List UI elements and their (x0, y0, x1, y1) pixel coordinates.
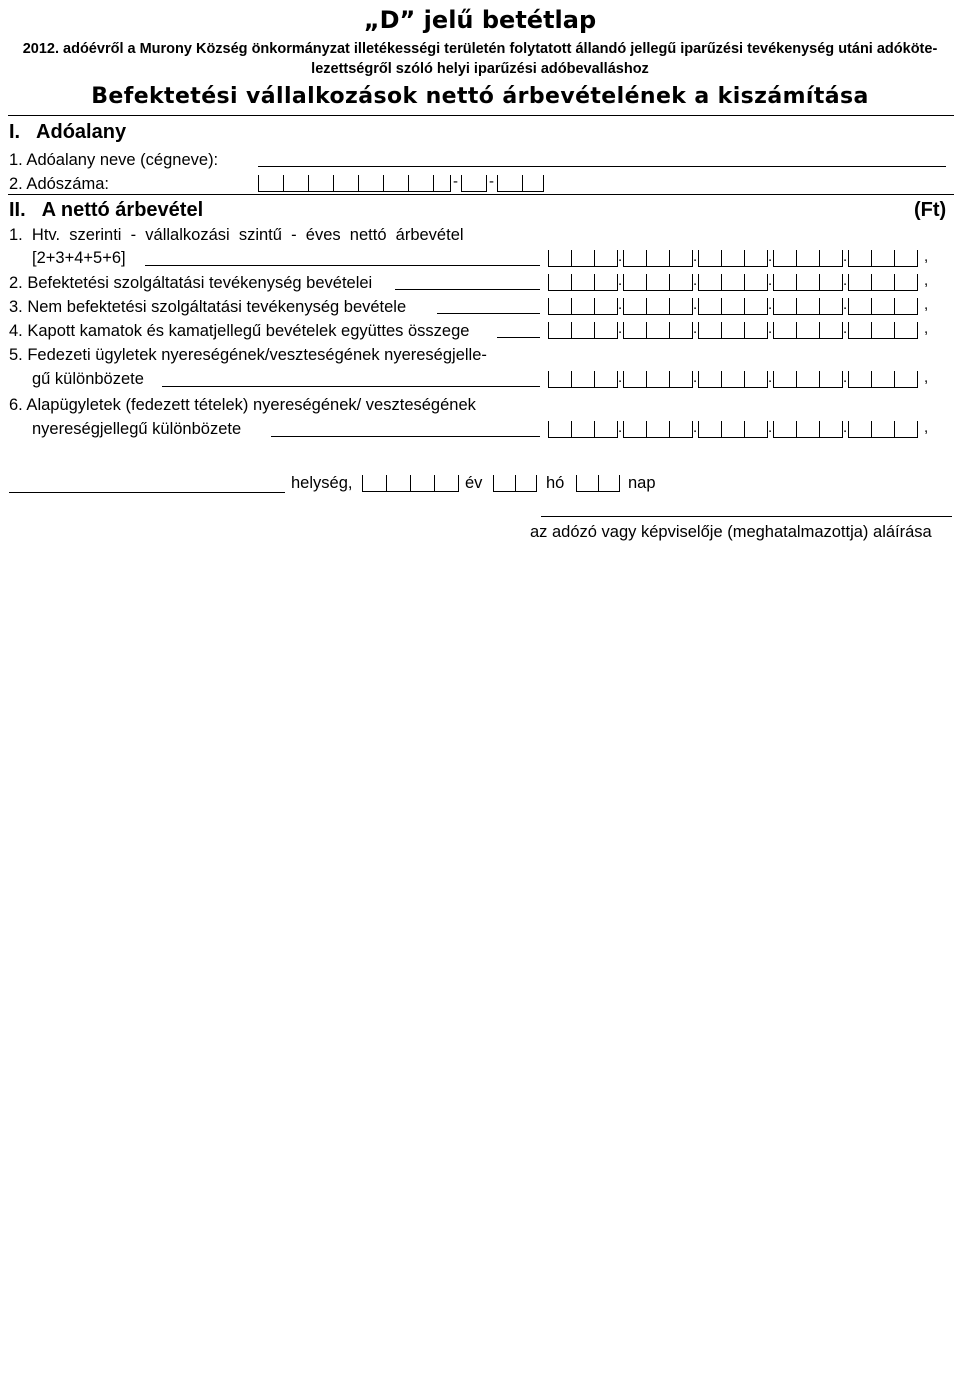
divider (8, 115, 954, 116)
digit-box[interactable] (872, 421, 894, 438)
amount-field-row-1[interactable] (548, 250, 932, 267)
digit-box[interactable] (820, 250, 842, 267)
thousands-separator: . (618, 272, 623, 289)
amount-field-row-2[interactable] (548, 274, 932, 291)
digit-box[interactable] (820, 371, 842, 388)
digit-box[interactable] (849, 298, 871, 315)
form-title: „D” jelű betétlap (363, 6, 597, 34)
digit-box[interactable] (872, 298, 894, 315)
digit-box[interactable] (797, 322, 819, 339)
taxpayer-name-field-underline (258, 166, 946, 167)
place-label: helység, (291, 474, 353, 492)
digit-box[interactable] (595, 250, 617, 267)
thousands-separator: . (843, 272, 848, 289)
digit-box[interactable] (820, 298, 842, 315)
box-divider (917, 322, 918, 339)
thousands-separator: . (618, 296, 623, 313)
digit-box[interactable] (797, 298, 819, 315)
digit-box[interactable] (774, 274, 796, 291)
digit-box[interactable] (572, 274, 594, 291)
place-field-underline[interactable] (9, 492, 285, 493)
digit-box[interactable] (849, 250, 871, 267)
row-leader-line (395, 289, 540, 290)
digit-box[interactable] (647, 274, 669, 291)
digit-box[interactable] (647, 250, 669, 267)
digit-box[interactable] (745, 322, 767, 339)
digit-box[interactable] (820, 322, 842, 339)
digit-box[interactable] (722, 322, 744, 339)
digit-box[interactable] (572, 421, 594, 438)
amount-field-row-4[interactable] (548, 322, 932, 339)
year-label: év (465, 474, 483, 492)
day-label: nap (628, 474, 656, 492)
digit-box[interactable] (624, 322, 646, 339)
thousands-separator: . (693, 272, 698, 289)
signature-label: az adózó vagy képviselője (meghatalmazottja) aláírása (530, 523, 932, 541)
row-leader-line (437, 313, 540, 314)
digit-box[interactable] (774, 421, 796, 438)
form-heading: Befektetési vállalkozások nettó árbevételének a kiszámítása (91, 84, 869, 109)
thousands-separator: . (693, 369, 698, 386)
digit-box[interactable] (549, 322, 571, 339)
section-title-adoalany: I. Adóalany (9, 121, 127, 143)
digit-box[interactable] (670, 421, 692, 438)
section-title-netto-arbevetel: II. A nettó árbevétel (9, 199, 204, 221)
box-divider (917, 421, 918, 438)
digit-box[interactable] (745, 371, 767, 388)
thousands-separator: . (768, 296, 773, 313)
decimal-comma: , (924, 369, 929, 386)
digit-box[interactable] (745, 421, 767, 438)
digit-box[interactable] (797, 274, 819, 291)
thousands-separator: . (618, 419, 623, 436)
row-label: 1. Htv. szerinti - vállalkozási szintű - éves nettó árbevétel (9, 226, 464, 244)
thousands-separator: . (768, 320, 773, 337)
form-subtitle-line-1: 2012. adóévről a Murony Község önkormányzat illetékességi területén folytatott állandó jellegű iparűzési tevékenység utáni adóköte- (22, 41, 938, 57)
digit-box[interactable] (549, 274, 571, 291)
month-field[interactable] (493, 475, 543, 492)
digit-box[interactable] (820, 274, 842, 291)
digit-box[interactable] (849, 322, 871, 339)
decimal-comma: , (924, 419, 929, 436)
decimal-comma: , (924, 296, 929, 313)
thousands-separator: . (693, 248, 698, 265)
digit-box[interactable] (699, 298, 721, 315)
digit-box[interactable] (699, 250, 721, 267)
digit-box[interactable] (872, 250, 894, 267)
divider (8, 194, 954, 195)
digit-box[interactable] (849, 421, 871, 438)
digit-box[interactable] (647, 371, 669, 388)
digit-box[interactable] (820, 421, 842, 438)
digit-box[interactable] (549, 371, 571, 388)
digit-box[interactable] (572, 371, 594, 388)
digit-box[interactable] (745, 274, 767, 291)
digit-box[interactable] (872, 322, 894, 339)
digit-box[interactable] (722, 421, 744, 438)
digit-box[interactable] (670, 250, 692, 267)
month-label: hó (546, 474, 565, 492)
digit-box[interactable] (722, 274, 744, 291)
row-label-continued: [2+3+4+5+6] (32, 249, 126, 267)
digit-box[interactable] (895, 421, 917, 438)
digit-box[interactable] (624, 274, 646, 291)
digit-box[interactable] (699, 371, 721, 388)
box-divider (917, 371, 918, 388)
digit-box[interactable] (722, 298, 744, 315)
digit-box[interactable] (595, 322, 617, 339)
digit-box[interactable] (670, 298, 692, 315)
digit-box[interactable] (797, 250, 819, 267)
digit-box[interactable] (895, 371, 917, 388)
row-label: 5. Fedezeti ügyletek nyereségének/veszteségének nyereségjelle- (9, 346, 487, 364)
row-label-continued: gű különbözete (32, 370, 144, 388)
tax-number-label: 2. Adószáma: (9, 175, 109, 193)
decimal-comma: , (924, 248, 929, 265)
box-divider (917, 298, 918, 315)
digit-box[interactable] (670, 322, 692, 339)
thousands-separator: . (618, 369, 623, 386)
digit-box[interactable] (774, 250, 796, 267)
digit-box[interactable] (722, 250, 744, 267)
thousands-separator: . (768, 272, 773, 289)
digit-box[interactable] (624, 250, 646, 267)
row-label: 3. Nem befektetési szolgáltatási tevékenység bevétele (9, 298, 407, 316)
box-divider (917, 274, 918, 291)
form-subtitle-line-2: lezettségről szóló helyi iparűzési adóbevalláshoz (311, 61, 649, 77)
digit-box[interactable] (797, 421, 819, 438)
digit-box[interactable] (647, 322, 669, 339)
thousands-separator: . (618, 320, 623, 337)
thousands-separator: . (843, 320, 848, 337)
tax-number-field[interactable] (258, 175, 548, 192)
digit-box[interactable] (895, 274, 917, 291)
row-leader-line (145, 265, 540, 266)
digit-box[interactable] (872, 371, 894, 388)
row-leader-line (271, 436, 540, 437)
thousands-separator: . (843, 248, 848, 265)
digit-box[interactable] (895, 322, 917, 339)
amount-field-row-3[interactable] (548, 298, 932, 315)
digit-box[interactable] (572, 250, 594, 267)
row-label-continued: nyereségjellegű különbözete (32, 420, 242, 438)
digit-box[interactable] (647, 421, 669, 438)
thousands-separator: . (618, 248, 623, 265)
thousands-separator: . (843, 369, 848, 386)
digit-box[interactable] (624, 421, 646, 438)
digit-box[interactable] (549, 250, 571, 267)
thousands-separator: . (693, 296, 698, 313)
digit-box[interactable] (647, 298, 669, 315)
row-label: 2. Befektetési szolgáltatási tevékenység bevételei (9, 274, 373, 292)
digit-box[interactable] (774, 371, 796, 388)
thousands-separator: . (768, 419, 773, 436)
decimal-comma: , (924, 272, 929, 289)
digit-box[interactable] (722, 371, 744, 388)
currency-unit: (Ft) (914, 199, 947, 221)
digit-box[interactable] (774, 298, 796, 315)
digit-box[interactable] (624, 298, 646, 315)
digit-box[interactable] (699, 322, 721, 339)
digit-box[interactable] (745, 298, 767, 315)
row-leader-line (162, 386, 540, 387)
digit-box[interactable] (572, 322, 594, 339)
year-field[interactable] (362, 475, 462, 492)
tax-number-separator: - (453, 173, 458, 190)
digit-box[interactable] (549, 298, 571, 315)
thousands-separator: . (843, 296, 848, 313)
thousands-separator: . (693, 419, 698, 436)
thousands-separator: . (843, 419, 848, 436)
digit-box[interactable] (895, 298, 917, 315)
amount-field-row-6[interactable] (548, 421, 932, 438)
digit-box[interactable] (670, 274, 692, 291)
digit-box[interactable] (549, 421, 571, 438)
digit-box[interactable] (572, 298, 594, 315)
digit-box[interactable] (595, 421, 617, 438)
digit-box[interactable] (595, 298, 617, 315)
digit-box[interactable] (774, 322, 796, 339)
digit-box[interactable] (849, 274, 871, 291)
tax-number-separator: - (489, 173, 494, 190)
digit-box[interactable] (745, 250, 767, 267)
digit-box[interactable] (849, 371, 871, 388)
box-divider (917, 250, 918, 267)
row-label: 6. Alapügyletek (fedezett tételek) nyereségének/ veszteségének (9, 396, 476, 414)
amount-field-row-5[interactable] (548, 371, 932, 388)
digit-box[interactable] (797, 371, 819, 388)
decimal-comma: , (924, 320, 929, 337)
thousands-separator: . (693, 320, 698, 337)
digit-box[interactable] (895, 250, 917, 267)
thousands-separator: . (768, 248, 773, 265)
thousands-separator: . (768, 369, 773, 386)
row-leader-line (497, 337, 540, 338)
signature-line[interactable] (541, 516, 952, 517)
day-field[interactable] (576, 475, 626, 492)
digit-box[interactable] (872, 274, 894, 291)
digit-box[interactable] (699, 421, 721, 438)
digit-box[interactable] (624, 371, 646, 388)
digit-box[interactable] (699, 274, 721, 291)
taxpayer-name-label: 1. Adóalany neve (cégneve): (9, 151, 219, 169)
digit-box[interactable] (670, 371, 692, 388)
digit-box[interactable] (595, 371, 617, 388)
row-label: 4. Kapott kamatok és kamatjellegű bevételek együttes összege (9, 322, 470, 340)
digit-box[interactable] (595, 274, 617, 291)
